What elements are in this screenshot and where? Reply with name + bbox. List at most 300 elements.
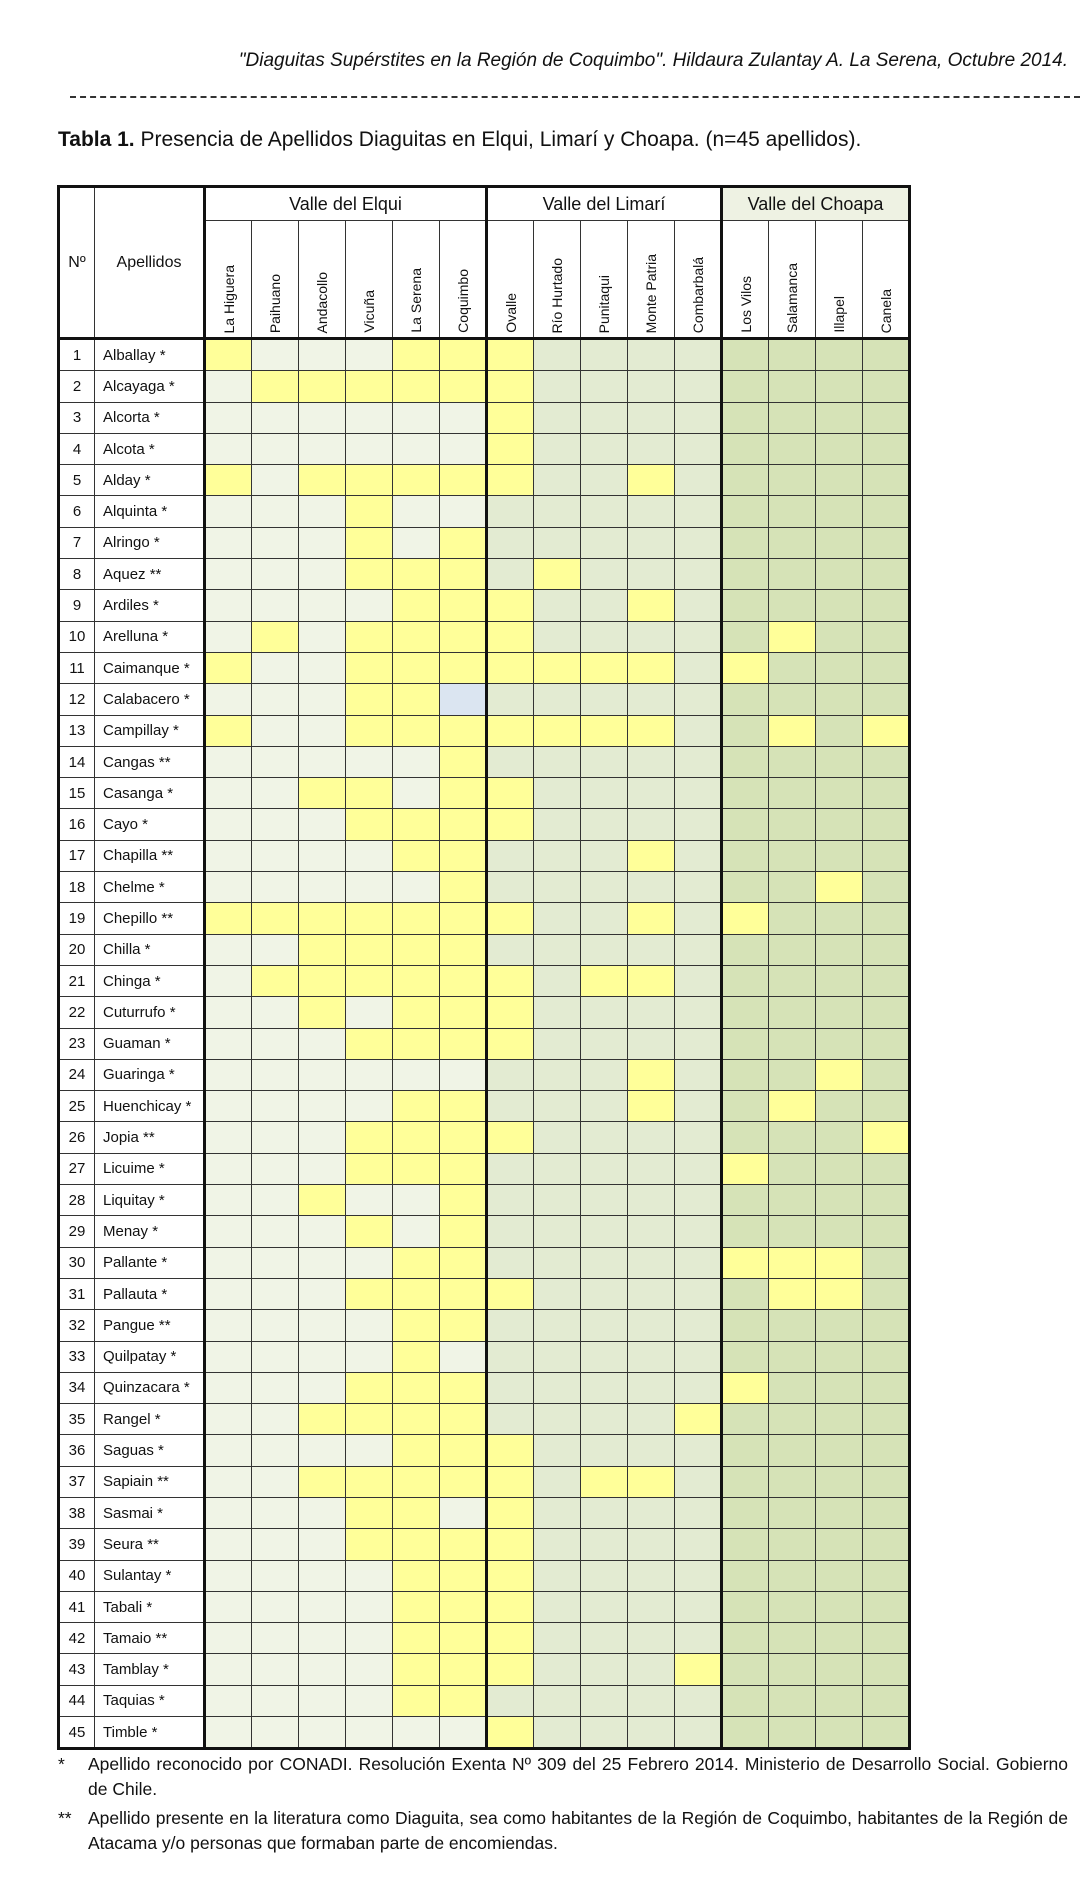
table-row	[59, 465, 910, 496]
presence-cell	[863, 652, 910, 683]
presence-cell	[534, 402, 581, 433]
presence-cell	[299, 559, 346, 590]
presence-cell	[393, 402, 440, 433]
presence-cell-marked	[205, 903, 252, 934]
presence-cell	[205, 684, 252, 715]
commune-name: La Serena	[408, 268, 424, 333]
presence-cell	[393, 1216, 440, 1247]
presence-cell	[769, 1028, 816, 1059]
presence-cell	[769, 559, 816, 590]
presence-cell	[252, 1028, 299, 1059]
presence-cell-marked	[299, 1404, 346, 1435]
presence-cell-marked	[346, 903, 393, 934]
presence-cell	[299, 1059, 346, 1090]
presence-cell	[863, 433, 910, 464]
presence-cell-marked	[393, 339, 440, 371]
presence-cell	[534, 1372, 581, 1403]
presence-cell	[816, 590, 863, 621]
commune-column-header	[534, 221, 581, 339]
presence-cell	[722, 1685, 769, 1716]
presence-cell	[722, 1623, 769, 1654]
table-row	[59, 1529, 910, 1560]
presence-cell-marked	[769, 621, 816, 652]
presence-cell	[252, 1247, 299, 1278]
table-row	[59, 1435, 910, 1466]
surname-cell: Guaman *	[95, 1028, 205, 1059]
presence-cell	[346, 590, 393, 621]
presence-cell-marked	[722, 1372, 769, 1403]
presence-cell	[393, 1059, 440, 1090]
presence-cell	[769, 1372, 816, 1403]
presence-cell-marked	[393, 621, 440, 652]
presence-cell	[581, 997, 628, 1028]
presence-cell	[534, 965, 581, 996]
presence-cell	[816, 559, 863, 590]
presence-cell	[252, 684, 299, 715]
table-row	[59, 621, 910, 652]
presence-cell	[487, 1153, 534, 1184]
presence-cell	[393, 496, 440, 527]
presence-cell-marked	[487, 1122, 534, 1153]
commune-column-header	[487, 221, 534, 339]
presence-cell	[299, 496, 346, 527]
presence-cell	[299, 1591, 346, 1622]
presence-cell	[722, 1591, 769, 1622]
presence-cell	[675, 1717, 722, 1749]
presence-cell	[205, 965, 252, 996]
presence-cell-marked	[628, 652, 675, 683]
table-row	[59, 1560, 910, 1591]
presence-cell	[299, 1654, 346, 1685]
presence-cell	[299, 1435, 346, 1466]
presence-cell-marked	[346, 934, 393, 965]
presence-cell-marked	[440, 1153, 487, 1184]
surname-cell: Casanga *	[95, 778, 205, 809]
presence-cell	[769, 371, 816, 402]
presence-cell	[534, 1529, 581, 1560]
presence-cell	[863, 1341, 910, 1372]
presence-cell	[769, 1153, 816, 1184]
presence-cell	[346, 1310, 393, 1341]
presence-cell	[628, 1247, 675, 1278]
presence-cell	[628, 371, 675, 402]
surname-cell: Alday *	[95, 465, 205, 496]
presence-cell	[675, 997, 722, 1028]
presence-cell-marked	[487, 1497, 534, 1528]
presence-cell	[675, 840, 722, 871]
presence-cell	[534, 339, 581, 371]
presence-cell-marked	[769, 1091, 816, 1122]
row-number: 2	[59, 371, 95, 402]
presence-cell	[252, 465, 299, 496]
row-number: 6	[59, 496, 95, 527]
presence-cell-marked	[346, 1404, 393, 1435]
surname-cell: Quilpatay *	[95, 1341, 205, 1372]
presence-cell	[205, 997, 252, 1028]
presence-cell-marked	[393, 1591, 440, 1622]
presence-cell-marked	[346, 371, 393, 402]
presence-cell-marked	[299, 997, 346, 1028]
commune-name: La Higuera	[220, 264, 237, 333]
presence-cell	[252, 1059, 299, 1090]
row-number: 32	[59, 1310, 95, 1341]
presence-cell	[628, 402, 675, 433]
presence-cell-marked	[628, 590, 675, 621]
presence-cell	[487, 1341, 534, 1372]
presence-cell	[628, 1310, 675, 1341]
row-number: 30	[59, 1247, 95, 1278]
presence-cell	[205, 934, 252, 965]
surname-cell: Cayo *	[95, 809, 205, 840]
presence-cell	[299, 1623, 346, 1654]
presence-cell	[722, 809, 769, 840]
presence-cell	[722, 1466, 769, 1497]
presence-cell	[534, 809, 581, 840]
presence-cell-marked	[440, 339, 487, 371]
presence-cell-marked	[816, 1278, 863, 1309]
table-caption	[58, 128, 861, 152]
presence-cell	[628, 1560, 675, 1591]
surname-cell: Alcorta *	[95, 402, 205, 433]
presence-cell	[534, 1341, 581, 1372]
presence-cell-marked	[487, 1654, 534, 1685]
presence-cell-marked	[346, 684, 393, 715]
table-row	[59, 1404, 910, 1435]
table-row	[59, 1466, 910, 1497]
presence-cell-marked	[346, 715, 393, 746]
presence-cell-marked	[393, 465, 440, 496]
commune-column-header	[581, 221, 628, 339]
presence-cell	[769, 872, 816, 903]
presence-cell	[769, 1685, 816, 1716]
surname-cell: Menay *	[95, 1216, 205, 1247]
presence-cell	[346, 1059, 393, 1090]
presence-cell	[675, 339, 722, 371]
presence-cell	[863, 684, 910, 715]
table-row	[59, 590, 910, 621]
presence-cell	[628, 559, 675, 590]
presence-cell	[252, 1623, 299, 1654]
row-number: 11	[59, 652, 95, 683]
presence-cell	[628, 1497, 675, 1528]
presence-cell	[299, 1122, 346, 1153]
presence-cell	[675, 1153, 722, 1184]
presence-cell	[675, 433, 722, 464]
presence-cell	[252, 1185, 299, 1216]
presence-cell-marked	[252, 371, 299, 402]
surname-cell: Licuime *	[95, 1153, 205, 1184]
presence-cell-marked	[816, 1247, 863, 1278]
presence-cell	[769, 1497, 816, 1528]
presence-cell	[816, 402, 863, 433]
presence-cell	[534, 997, 581, 1028]
commune-name: Salamanca	[784, 262, 800, 333]
presence-cell-marked	[393, 1247, 440, 1278]
surname-cell: Quinzacara *	[95, 1372, 205, 1403]
presence-cell	[816, 903, 863, 934]
presence-cell	[299, 621, 346, 652]
surname-cell: Pallante *	[95, 1247, 205, 1278]
presence-cell	[534, 621, 581, 652]
presence-cell	[205, 1497, 252, 1528]
table-row	[59, 965, 910, 996]
presence-cell-marked	[299, 903, 346, 934]
commune-column-header	[393, 221, 440, 339]
presence-cell	[769, 1122, 816, 1153]
presence-cell-marked	[346, 778, 393, 809]
presence-cell-marked	[440, 1372, 487, 1403]
presence-cell	[346, 433, 393, 464]
presence-cell	[534, 1435, 581, 1466]
presence-cell-marked	[393, 1153, 440, 1184]
presence-cell	[205, 1122, 252, 1153]
presence-cell	[252, 1216, 299, 1247]
presence-cell	[628, 1153, 675, 1184]
presence-cell	[722, 1654, 769, 1685]
row-number: 3	[59, 402, 95, 433]
presence-cell	[863, 559, 910, 590]
surname-cell: Campillay *	[95, 715, 205, 746]
presence-cell-marked	[393, 1310, 440, 1341]
row-number: 17	[59, 840, 95, 871]
surname-cell: Huenchicay *	[95, 1091, 205, 1122]
presence-cell	[252, 1717, 299, 1749]
presence-cell-marked	[393, 559, 440, 590]
presence-cell-marked	[487, 1560, 534, 1591]
row-number: 42	[59, 1623, 95, 1654]
presence-cell	[863, 371, 910, 402]
presence-cell	[581, 1153, 628, 1184]
row-number: 12	[59, 684, 95, 715]
presence-cell-marked	[346, 1278, 393, 1309]
presence-cell-marked	[487, 1028, 534, 1059]
presence-cell	[581, 1028, 628, 1059]
presence-cell	[863, 746, 910, 777]
presence-cell-marked	[393, 1529, 440, 1560]
commune-column-header	[769, 221, 816, 339]
presence-cell-marked	[487, 621, 534, 652]
presence-cell-marked	[628, 840, 675, 871]
row-number: 5	[59, 465, 95, 496]
presence-cell	[581, 621, 628, 652]
presence-cell-marked	[393, 997, 440, 1028]
presence-cell	[816, 715, 863, 746]
presence-cell-marked	[769, 715, 816, 746]
presence-cell	[534, 1560, 581, 1591]
presence-cell-marked	[675, 1654, 722, 1685]
presence-cell	[769, 1310, 816, 1341]
presence-cell	[722, 1122, 769, 1153]
surname-cell: Arelluna *	[95, 621, 205, 652]
row-number: 9	[59, 590, 95, 621]
presence-cell	[534, 1623, 581, 1654]
presence-cell	[769, 433, 816, 464]
table-row	[59, 1685, 910, 1716]
presence-cell-marked	[769, 1278, 816, 1309]
presence-cell	[581, 433, 628, 464]
presence-cell-marked	[440, 715, 487, 746]
presence-cell-marked	[440, 1560, 487, 1591]
surname-cell: Pallauta *	[95, 1278, 205, 1309]
presence-cell-marked	[440, 652, 487, 683]
presence-cell-marked	[487, 1529, 534, 1560]
presence-cell	[581, 1310, 628, 1341]
presence-cell	[628, 872, 675, 903]
presence-cell-marked	[393, 840, 440, 871]
presence-cell	[628, 1717, 675, 1749]
presence-cell-marked	[769, 1247, 816, 1278]
presence-cell-marked	[346, 1529, 393, 1560]
presence-cell-marked	[393, 652, 440, 683]
presence-cell	[581, 840, 628, 871]
presence-cell	[628, 1122, 675, 1153]
presence-cell	[252, 527, 299, 558]
table-row	[59, 1059, 910, 1090]
presence-cell	[581, 1560, 628, 1591]
presence-cell	[675, 1623, 722, 1654]
presence-cell	[346, 997, 393, 1028]
row-number: 26	[59, 1122, 95, 1153]
presence-cell	[816, 778, 863, 809]
presence-cell-marked	[440, 809, 487, 840]
table-row	[59, 1153, 910, 1184]
surname-cell: Jopia **	[95, 1122, 205, 1153]
presence-cell	[487, 684, 534, 715]
surname-cell: Chelme *	[95, 872, 205, 903]
presence-cell-marked	[534, 559, 581, 590]
presence-cell	[722, 1310, 769, 1341]
presence-cell	[205, 1216, 252, 1247]
presence-cell	[675, 1466, 722, 1497]
presence-cell	[581, 527, 628, 558]
presence-cell-marked	[722, 1247, 769, 1278]
presence-cell	[581, 465, 628, 496]
surname-cell: Ardiles *	[95, 590, 205, 621]
presence-cell	[628, 746, 675, 777]
presence-cell-marked	[440, 903, 487, 934]
presence-cell	[440, 1341, 487, 1372]
presence-cell-marked	[487, 590, 534, 621]
presence-cell	[393, 527, 440, 558]
table-row	[59, 652, 910, 683]
commune-name: Coquimbo	[454, 269, 471, 333]
presence-cell	[205, 1310, 252, 1341]
presence-cell	[252, 840, 299, 871]
presence-cell	[581, 1278, 628, 1309]
presence-cell	[534, 903, 581, 934]
table-row	[59, 1497, 910, 1528]
presence-cell	[769, 465, 816, 496]
surname-cell: Guaringa *	[95, 1059, 205, 1090]
row-number: 8	[59, 559, 95, 590]
presence-cell-marked	[393, 903, 440, 934]
presence-cell	[816, 465, 863, 496]
presence-cell	[628, 778, 675, 809]
presence-cell	[346, 1185, 393, 1216]
presence-cell	[205, 1247, 252, 1278]
presence-cell	[252, 1591, 299, 1622]
presence-cell	[581, 1185, 628, 1216]
presence-cell	[487, 527, 534, 558]
presence-cell-marked	[675, 1404, 722, 1435]
commune-column-header	[628, 221, 675, 339]
footnote-text: Apellido reconocido por CONADI. Resolución Exenta Nº 309 del 25 Febrero 2014. Ministerio de Desarrollo Social. Gobierno de Chile.	[88, 1754, 1068, 1799]
presence-cell-marked	[252, 903, 299, 934]
presence-cell-marked	[628, 903, 675, 934]
presence-cell-marked	[487, 997, 534, 1028]
presence-cell-marked	[440, 934, 487, 965]
presence-cell	[816, 1717, 863, 1749]
presence-cell	[675, 1435, 722, 1466]
presence-cell	[769, 1059, 816, 1090]
presence-cell	[816, 371, 863, 402]
row-number: 37	[59, 1466, 95, 1497]
presence-cell	[863, 840, 910, 871]
presence-cell-marked	[440, 371, 487, 402]
presence-cell	[816, 527, 863, 558]
document-header: "Diaguitas Supérstites en la Región de Coquimbo". Hildaura Zulantay A. La Serena, Octubre 2014.	[238, 50, 1068, 71]
surname-cell: Tamaio **	[95, 1623, 205, 1654]
presence-cell-marked	[487, 1717, 534, 1749]
presence-cell	[581, 1341, 628, 1372]
presence-cell-marked	[534, 652, 581, 683]
presence-cell-marked	[581, 1466, 628, 1497]
presence-cell	[863, 1654, 910, 1685]
presence-cell	[628, 621, 675, 652]
presence-cell-marked	[863, 1122, 910, 1153]
presence-cell	[581, 872, 628, 903]
footnote-text: Apellido presente en la literatura como Diaguita, sea como habitantes de la Región de Coquimbo, habitantes de la Región de Atacama y/o personas que formaban parte de encomiendas.	[88, 1808, 1068, 1853]
presence-cell-marked	[393, 1654, 440, 1685]
presence-cell	[863, 1435, 910, 1466]
presence-cell	[534, 1685, 581, 1716]
presence-cell	[675, 1310, 722, 1341]
presence-cell	[722, 778, 769, 809]
presence-cell	[675, 778, 722, 809]
row-number: 13	[59, 715, 95, 746]
presence-cell	[863, 1717, 910, 1749]
presence-cell-marked	[487, 1466, 534, 1497]
presence-cell	[675, 527, 722, 558]
commune-name: Vicuña	[361, 290, 377, 333]
presence-cell-marked	[346, 1466, 393, 1497]
presence-cell	[252, 1466, 299, 1497]
presence-cell	[487, 1091, 534, 1122]
presence-cell	[863, 1216, 910, 1247]
presence-cell	[487, 1185, 534, 1216]
surname-cell: Chilla *	[95, 934, 205, 965]
presence-cell	[346, 1435, 393, 1466]
presence-cell	[816, 1497, 863, 1528]
presence-cell	[252, 1153, 299, 1184]
presence-cell	[675, 746, 722, 777]
presence-cell	[863, 1091, 910, 1122]
presence-cell	[722, 433, 769, 464]
presence-cell	[769, 965, 816, 996]
presence-cell	[675, 684, 722, 715]
presence-cell	[205, 1591, 252, 1622]
presence-cell	[628, 809, 675, 840]
presence-cell	[769, 997, 816, 1028]
presence-cell	[581, 746, 628, 777]
presence-cell	[722, 465, 769, 496]
footnote-mark: **	[58, 1808, 72, 1828]
presence-cell-marked	[205, 339, 252, 371]
presence-cell-marked	[440, 465, 487, 496]
table-row	[59, 1247, 910, 1278]
presence-cell	[581, 1435, 628, 1466]
presence-cell-marked	[299, 1185, 346, 1216]
